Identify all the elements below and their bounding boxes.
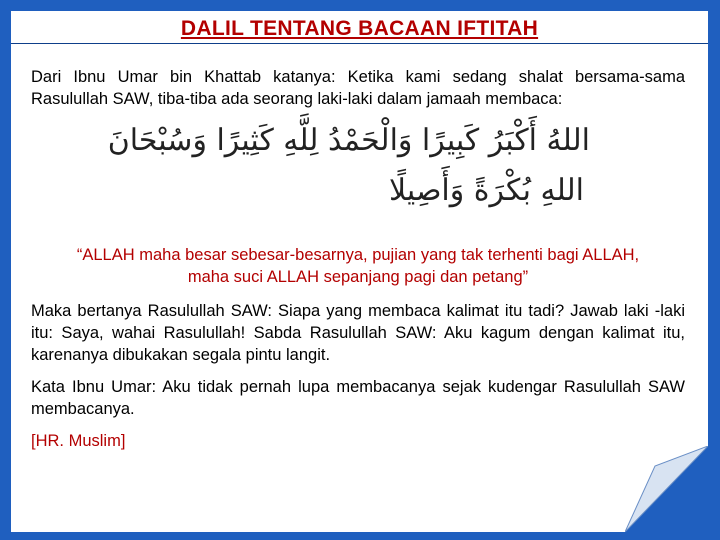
content-body	[31, 66, 685, 452]
arabic-text-block	[31, 123, 685, 240]
arabic-line-2: اللهِ بُكْرَةً وَأَصِيلًا	[389, 173, 584, 208]
intro-paragraph: Dari Ibnu Umar bin Khattab katanya: Ketika kami sedang shalat bersama-sama Rasulullah SAW, tiba-tiba ada seorang laki-laki dalam jamaah membaca:	[31, 68, 685, 108]
translation-line-2: maha suci ALLAH sepanjang pagi dan petang”	[187, 268, 529, 286]
title-bar	[11, 11, 708, 43]
source-citation: [HR. Muslim]	[31, 432, 126, 450]
page-title: DALIL TENTANG BACAAN IFTITAH	[180, 17, 539, 40]
page-curl-corner	[625, 446, 708, 532]
arabic-line-1: اللهُ أَكْبَرُ كَبِيرًا وَالْحَمْدُ لِلَّهِ كَثِيرًا وَسُبْحَانَ	[107, 123, 590, 158]
question-paragraph: Maka bertanya Rasulullah SAW: Siapa yang membaca kalimat itu tadi? Jawab laki -laki itu: Saya, wahai Rasulullah! Sabda Rasulullah SAW: Aku kagum dengan kalimat itu, karenanya dibukakan segala pintu langit.	[31, 302, 685, 364]
ibnu-umar-paragraph: Kata Ibnu Umar: Aku tidak pernah lupa membacanya sejak kudengar Rasulullah SAW membacanya.	[31, 378, 685, 418]
translation-line-1: “ALLAH maha besar sebesar-besarnya, pujian yang tak terhenti bagi ALLAH,	[76, 246, 640, 264]
translation-block	[31, 244, 685, 288]
